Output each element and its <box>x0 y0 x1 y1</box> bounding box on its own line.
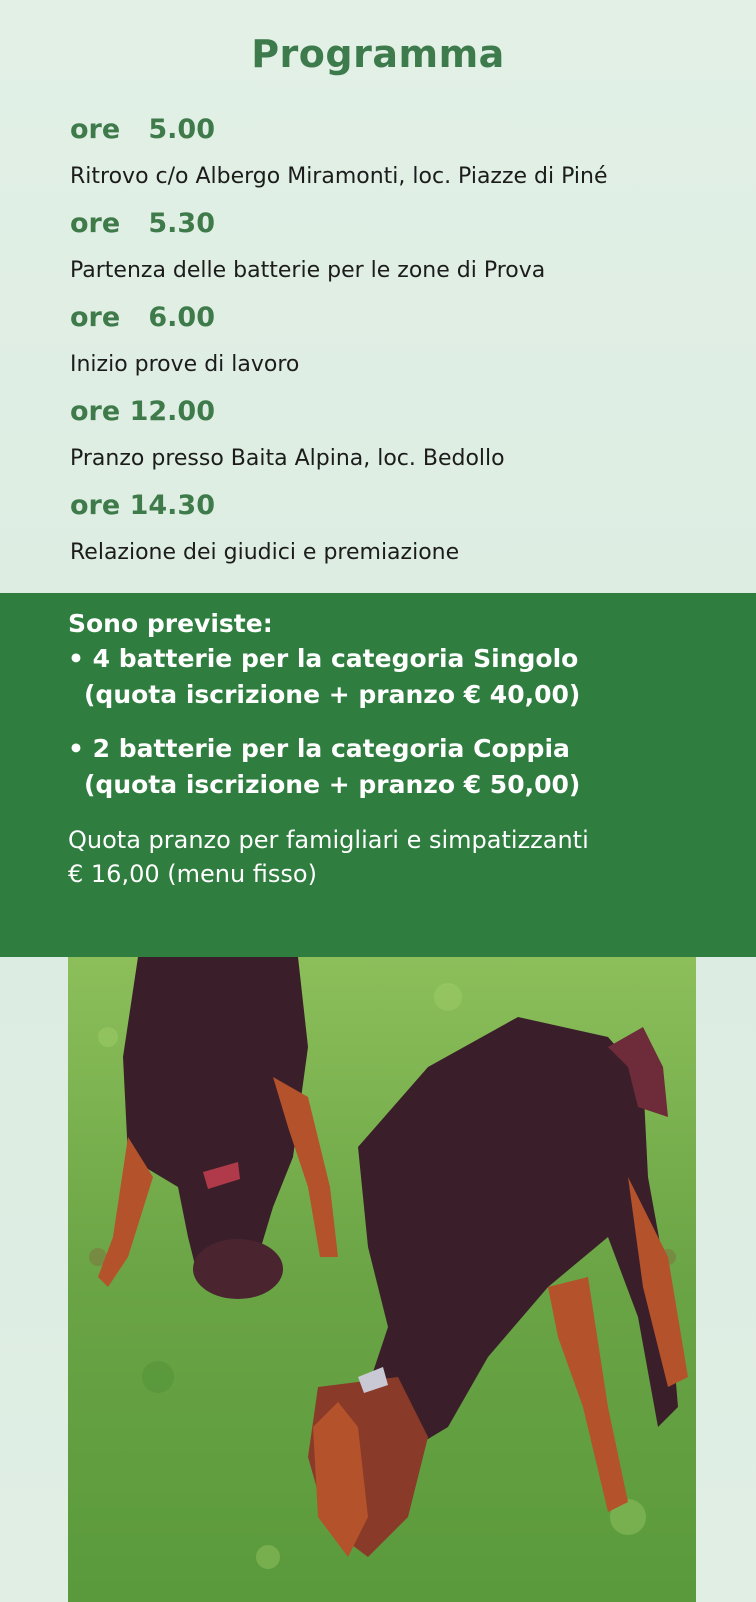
category-item-singolo <box>68 641 748 713</box>
schedule-description: Inizio prove di lavoro <box>70 352 300 377</box>
schedule-time: ore 5.00 <box>70 114 215 145</box>
schedule-description: Partenza delle batterie per le zone di Prova <box>70 258 546 283</box>
schedule-list <box>70 108 730 578</box>
schedule-time: ore 14.30 <box>70 490 215 521</box>
info-content <box>68 607 748 891</box>
schedule-time: ore 6.00 <box>70 302 215 333</box>
schedule-time: ore 12.00 <box>70 396 215 427</box>
dogs-photo <box>68 957 696 1602</box>
schedule-description: Pranzo presso Baita Alpina, loc. Bedollo <box>70 446 505 471</box>
category-line: • 2 batterie per la categoria Coppia <box>68 734 570 763</box>
category-line: • 4 batterie per la categoria Singolo <box>68 644 579 673</box>
lunch-note <box>68 823 748 891</box>
category-item-coppia <box>68 731 748 803</box>
lunch-note-price: € 16,00 (menu fisso) <box>68 860 317 888</box>
schedule-description: Ritrovo c/o Albergo Miramonti, loc. Piazze di Piné <box>70 164 608 189</box>
schedule-time: ore 5.30 <box>70 208 215 239</box>
schedule-description: Relazione dei giudici e premiazione <box>70 540 460 565</box>
lunch-note-line: Quota pranzo per famigliari e simpatizzanti <box>68 826 589 854</box>
info-band <box>0 593 756 957</box>
category-fee: (quota iscrizione + pranzo € 50,00) <box>84 770 581 799</box>
page-title: Programma <box>251 32 505 76</box>
category-fee: (quota iscrizione + pranzo € 40,00) <box>84 680 581 709</box>
dogs-illustration <box>68 957 696 1602</box>
info-heading: Sono previste: <box>68 609 273 638</box>
